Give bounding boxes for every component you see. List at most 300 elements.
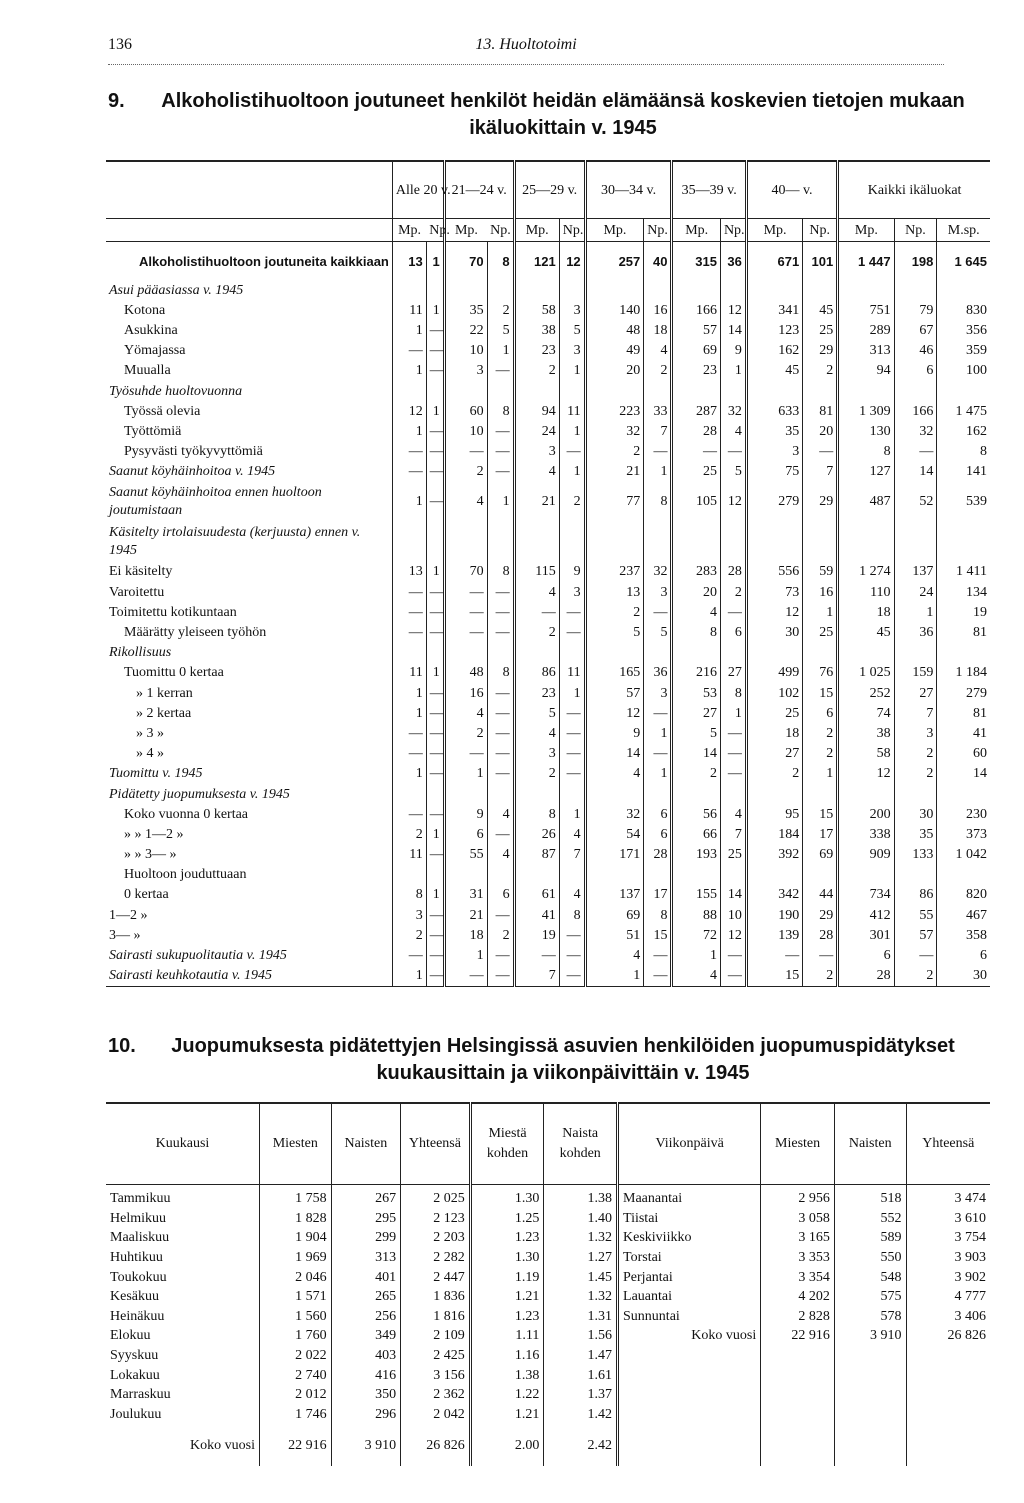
data-cell: 28 <box>644 845 672 865</box>
data-cell: 102 <box>746 683 802 703</box>
data-cell: 4 <box>514 462 559 482</box>
data-cell: 25 <box>803 622 838 642</box>
data-cell: — <box>644 966 672 987</box>
weekday-men-cell: 4 202 <box>761 1287 835 1307</box>
data-cell: 58 <box>514 300 559 320</box>
data-cell: 8 <box>487 562 514 582</box>
data-cell: 12 <box>585 703 644 723</box>
data-cell: 1 <box>426 242 444 281</box>
data-cell: 1 <box>894 602 937 622</box>
data-cell: 8 <box>487 663 514 683</box>
data-cell: 28 <box>672 421 720 441</box>
per-woman-cell: 1.42 <box>544 1405 618 1425</box>
data-cell: 216 <box>672 663 720 683</box>
data-cell: — <box>392 945 426 965</box>
data-cell: 1 <box>444 764 487 784</box>
data-cell: 3 <box>514 744 559 764</box>
data-cell: 1 <box>444 945 487 965</box>
data-cell: 3 <box>559 341 585 361</box>
weekday-name: Maanantai <box>618 1185 761 1209</box>
data-cell <box>746 643 802 663</box>
table9-row <box>106 421 990 441</box>
data-cell: — <box>426 421 444 441</box>
data-cell <box>937 280 990 300</box>
row-label: Kotona <box>124 302 166 318</box>
data-cell: 165 <box>585 663 644 683</box>
empty-cell <box>618 1424 761 1466</box>
data-cell: 4 <box>720 421 746 441</box>
data-cell <box>803 784 838 804</box>
table9-row <box>106 361 990 381</box>
month-name: Joulukuu <box>110 1406 162 1422</box>
data-cell: 95 <box>746 804 802 824</box>
data-cell: 5 <box>644 622 672 642</box>
total-cell: 2 362 <box>401 1385 471 1405</box>
month-name: Huhtikuu <box>110 1250 163 1266</box>
data-cell: 16 <box>444 683 487 703</box>
weekday-header: Viikonpäivä <box>618 1103 761 1185</box>
data-cell: — <box>444 744 487 764</box>
data-cell: 15 <box>803 804 838 824</box>
data-cell <box>937 381 990 401</box>
empty-cell <box>618 1365 761 1385</box>
data-cell: 25 <box>746 703 802 723</box>
np-header: Np. <box>426 219 444 242</box>
per-man-cell: 1.25 <box>470 1209 544 1229</box>
data-cell: 35 <box>444 300 487 320</box>
data-cell: — <box>444 966 487 987</box>
data-cell: 11 <box>559 663 585 683</box>
per-man-cell: 1.21 <box>470 1287 544 1307</box>
data-cell: 2 <box>803 744 838 764</box>
women-cell: 349 <box>331 1326 401 1346</box>
data-cell: 14 <box>894 462 937 482</box>
data-cell: 81 <box>937 703 990 723</box>
empty-cell <box>834 1365 906 1385</box>
data-cell: 2 <box>672 764 720 784</box>
data-cell: 159 <box>894 663 937 683</box>
data-cell: 3 <box>644 683 672 703</box>
data-cell: 15 <box>803 683 838 703</box>
chapter-title: 13. Huoltotoimi <box>475 36 577 53</box>
month-total-per-woman: 2.42 <box>544 1424 618 1466</box>
data-cell: 338 <box>838 824 894 844</box>
data-cell: — <box>426 683 444 703</box>
data-cell: 45 <box>803 300 838 320</box>
data-cell: 8 <box>644 482 672 522</box>
data-cell: 2 <box>894 764 937 784</box>
data-cell: 18 <box>644 320 672 340</box>
data-cell: — <box>720 966 746 987</box>
data-cell: 734 <box>838 885 894 905</box>
data-cell <box>720 865 746 885</box>
table9-row <box>106 744 990 764</box>
data-cell: 1 <box>392 966 426 987</box>
table9-row <box>106 945 990 965</box>
data-cell: 3 <box>514 442 559 462</box>
data-cell: 342 <box>746 885 802 905</box>
data-cell: 19 <box>514 925 559 945</box>
table10-row <box>106 1326 990 1346</box>
data-cell: 57 <box>894 925 937 945</box>
month-total-men: 22 916 <box>259 1424 331 1466</box>
data-cell <box>514 865 559 885</box>
table9-subcorner <box>106 219 392 242</box>
data-cell: — <box>487 945 514 965</box>
table10-title-line2: kuukausittain ja viikonpäivittäin v. 1945 <box>376 1062 750 1084</box>
data-cell: 74 <box>838 703 894 723</box>
data-cell: 1 <box>585 966 644 987</box>
data-cell: 358 <box>937 925 990 945</box>
row-label: » 4 » <box>136 746 164 762</box>
data-cell: — <box>426 945 444 965</box>
data-cell: 9 <box>585 723 644 743</box>
data-cell: 162 <box>746 341 802 361</box>
data-cell: — <box>487 764 514 784</box>
data-cell: 137 <box>894 562 937 582</box>
data-cell: — <box>487 421 514 441</box>
weekday-women-cell: 548 <box>834 1267 906 1287</box>
table9-row <box>106 905 990 925</box>
data-cell: 6 <box>444 824 487 844</box>
data-cell: 40 <box>644 242 672 281</box>
weekday-name: Perjantai <box>618 1267 761 1287</box>
empty-cell <box>834 1405 906 1425</box>
data-cell: 198 <box>894 242 937 281</box>
table9-row <box>106 703 990 723</box>
data-cell: 27 <box>720 663 746 683</box>
month-name: Marraskuu <box>110 1387 171 1403</box>
data-cell: 830 <box>937 300 990 320</box>
mp-header: Mp. <box>746 219 802 242</box>
data-cell: 2 <box>585 602 644 622</box>
data-cell: 184 <box>746 824 802 844</box>
data-cell: 28 <box>720 562 746 582</box>
data-cell <box>444 643 487 663</box>
row-label: Huoltoon jouduttuaan <box>124 867 247 883</box>
data-cell: 7 <box>720 824 746 844</box>
data-cell <box>514 522 559 562</box>
weekday-total-cell: 3 610 <box>906 1209 990 1229</box>
data-cell: — <box>426 723 444 743</box>
per-man-cell: 1.16 <box>470 1346 544 1366</box>
data-cell: — <box>644 703 672 723</box>
table9-row <box>106 442 990 462</box>
data-cell: 46 <box>894 341 937 361</box>
data-cell: 140 <box>585 300 644 320</box>
data-cell: 59 <box>803 562 838 582</box>
data-cell: — <box>487 602 514 622</box>
data-cell: 1 <box>559 804 585 824</box>
data-cell: 2 <box>444 462 487 482</box>
data-cell: 16 <box>803 582 838 602</box>
total-cell: 2 042 <box>401 1405 471 1425</box>
data-cell: 487 <box>838 482 894 522</box>
weekday-name: Tiistai <box>618 1209 761 1229</box>
data-cell <box>672 784 720 804</box>
data-cell <box>803 643 838 663</box>
data-cell <box>838 865 894 885</box>
data-cell: — <box>559 744 585 764</box>
data-cell: — <box>487 703 514 723</box>
data-cell: 127 <box>838 462 894 482</box>
table9-row <box>106 824 990 844</box>
np-header: Np. <box>894 219 937 242</box>
data-cell <box>585 643 644 663</box>
data-cell: 15 <box>746 966 802 987</box>
weekday-women-cell: 552 <box>834 1209 906 1229</box>
empty-cell <box>834 1385 906 1405</box>
table10-row <box>106 1307 990 1327</box>
per-man-cell: 1.23 <box>470 1307 544 1327</box>
data-cell: 35 <box>894 824 937 844</box>
data-cell: 10 <box>720 905 746 925</box>
month-name: Elokuu <box>110 1328 151 1344</box>
data-cell: 1 <box>426 663 444 683</box>
empty-cell <box>761 1385 835 1405</box>
data-cell: 4 <box>585 764 644 784</box>
data-cell: 36 <box>644 663 672 683</box>
row-label: » 2 kertaa <box>136 705 192 721</box>
data-cell <box>803 522 838 562</box>
weekday-total-cell: 3 474 <box>906 1185 990 1209</box>
data-cell: — <box>894 442 937 462</box>
per-woman-cell: 1.37 <box>544 1385 618 1405</box>
data-cell: 1 <box>559 462 585 482</box>
month-name: Maaliskuu <box>110 1230 170 1246</box>
table10-row <box>106 1267 990 1287</box>
data-cell: 223 <box>585 401 644 421</box>
np-header: Np. <box>644 219 672 242</box>
per-man-cell: 1.23 <box>470 1228 544 1248</box>
data-cell: 25 <box>720 845 746 865</box>
weekday-total-cell: 3 903 <box>906 1248 990 1268</box>
empty-cell <box>906 1405 990 1425</box>
per-woman-cell: 1.40 <box>544 1209 618 1229</box>
data-cell: 45 <box>746 361 802 381</box>
data-cell: 2 <box>392 925 426 945</box>
data-cell: — <box>426 622 444 642</box>
data-cell: 61 <box>514 885 559 905</box>
data-cell: 2 <box>487 300 514 320</box>
data-cell: 1 <box>644 462 672 482</box>
data-cell: 3 <box>894 723 937 743</box>
row-label: Sairasti keuhkotautia v. 1945 <box>106 966 392 987</box>
data-cell: 6 <box>644 824 672 844</box>
data-cell <box>426 522 444 562</box>
data-cell: 12 <box>392 401 426 421</box>
row-label: Koko vuonna 0 kertaa <box>124 806 249 822</box>
data-cell: 2 <box>720 582 746 602</box>
data-cell: 5 <box>672 723 720 743</box>
data-cell: 22 <box>444 320 487 340</box>
data-cell: 166 <box>894 401 937 421</box>
table10 <box>106 1102 990 1466</box>
weekday-men-cell: 3 165 <box>761 1228 835 1248</box>
month-name: Tammikuu <box>110 1191 171 1207</box>
data-cell: 86 <box>514 663 559 683</box>
mp-header: Mp. <box>514 219 559 242</box>
data-cell: — <box>444 582 487 602</box>
weekday-women-cell: 550 <box>834 1248 906 1268</box>
data-cell: 6 <box>720 622 746 642</box>
data-cell: 41 <box>514 905 559 925</box>
row-label: Työsuhde huoltovuonna <box>109 383 243 399</box>
data-cell: 1 <box>644 723 672 743</box>
data-cell: 75 <box>746 462 802 482</box>
women-cell: 267 <box>331 1185 401 1209</box>
data-cell: 2 <box>803 966 838 987</box>
total-cell: 2 203 <box>401 1228 471 1248</box>
men-cell: 1 760 <box>259 1326 331 1346</box>
data-cell: — <box>426 462 444 482</box>
data-cell: 166 <box>672 300 720 320</box>
row-label: » » 1—2 » <box>124 826 184 842</box>
data-cell: — <box>392 602 426 622</box>
data-cell: 412 <box>838 905 894 925</box>
data-cell: 48 <box>444 663 487 683</box>
data-cell <box>392 784 426 804</box>
header-rule <box>108 64 944 65</box>
row-label: Käsitelty irtolaisuudesta (kerjuusta) ennen v. 1945 <box>109 524 361 558</box>
table9-title <box>108 88 988 142</box>
data-cell: 133 <box>894 845 937 865</box>
data-cell <box>672 865 720 885</box>
data-cell: 35 <box>746 421 802 441</box>
table9-row <box>106 401 990 421</box>
data-cell: — <box>426 966 444 987</box>
row-label: » 1 kerran <box>136 685 193 701</box>
data-cell: 41 <box>937 723 990 743</box>
data-cell: 17 <box>803 824 838 844</box>
data-cell: — <box>426 804 444 824</box>
per-man-header: Miestä kohden <box>470 1103 544 1185</box>
row-label: Asukkina <box>124 322 178 338</box>
data-cell <box>838 643 894 663</box>
data-cell <box>937 643 990 663</box>
data-cell: — <box>720 442 746 462</box>
data-cell: 110 <box>838 582 894 602</box>
month-name: Kesäkuu <box>110 1289 159 1305</box>
table9-row <box>106 784 990 804</box>
women-cell: 296 <box>331 1405 401 1425</box>
data-cell: 69 <box>672 341 720 361</box>
data-cell: — <box>672 442 720 462</box>
data-cell: — <box>644 744 672 764</box>
data-cell: 230 <box>937 804 990 824</box>
data-cell: 1 042 <box>937 845 990 865</box>
weekday-name: Sunnuntai <box>618 1307 761 1327</box>
data-cell: 1 274 <box>838 562 894 582</box>
data-cell: 237 <box>585 562 644 582</box>
weekday-women-cell: 589 <box>834 1228 906 1248</box>
data-cell: 29 <box>803 905 838 925</box>
data-cell: 1 <box>426 885 444 905</box>
data-cell: 8 <box>487 401 514 421</box>
month-name: Syyskuu <box>110 1348 159 1364</box>
data-cell <box>392 381 426 401</box>
data-cell: 32 <box>894 421 937 441</box>
per-woman-header: Naista kohden <box>544 1103 618 1185</box>
age-col-header: 30—34 v. <box>585 161 672 219</box>
data-cell: 13 <box>585 582 644 602</box>
data-cell: — <box>392 582 426 602</box>
per-woman-cell: 1.61 <box>544 1365 618 1385</box>
per-woman-cell: 1.47 <box>544 1346 618 1366</box>
data-cell: 49 <box>585 341 644 361</box>
men-cell: 1 746 <box>259 1405 331 1425</box>
month-name: Heinäkuu <box>110 1308 165 1324</box>
data-cell: 76 <box>803 663 838 683</box>
running-header <box>108 36 944 60</box>
weekday-total-total: 26 826 <box>906 1326 990 1346</box>
data-cell: 60 <box>937 744 990 764</box>
data-cell <box>426 381 444 401</box>
women-header: Naisten <box>331 1103 401 1185</box>
data-cell: 69 <box>803 845 838 865</box>
data-cell: 2 <box>746 764 802 784</box>
data-cell: 6 <box>644 804 672 824</box>
data-cell: 12 <box>746 602 802 622</box>
data-cell: 1 <box>672 945 720 965</box>
row-label: Asui pääasiassa v. 1945 <box>109 282 244 298</box>
table10-row <box>106 1248 990 1268</box>
month-name: Helmikuu <box>110 1210 166 1226</box>
data-cell: 1 309 <box>838 401 894 421</box>
total-cell: 2 282 <box>401 1248 471 1268</box>
row-label: Saanut köyhäinhoitoa ennen huoltoon joutumistaan <box>109 484 322 518</box>
data-cell: 44 <box>803 885 838 905</box>
data-cell: — <box>426 442 444 462</box>
month-total-label: Koko vuosi <box>190 1437 255 1453</box>
data-cell: 4 <box>585 945 644 965</box>
men-cell: 2 022 <box>259 1346 331 1366</box>
total-cell: 3 156 <box>401 1365 471 1385</box>
weekday-total-women: 3 910 <box>834 1326 906 1346</box>
data-cell: 12 <box>720 925 746 945</box>
data-cell: 14 <box>585 744 644 764</box>
data-cell: 1 <box>426 401 444 421</box>
data-cell: 2 <box>585 442 644 462</box>
weekday-total-men: 22 916 <box>761 1326 835 1346</box>
data-cell <box>644 381 672 401</box>
data-cell <box>514 643 559 663</box>
data-cell: 24 <box>894 582 937 602</box>
data-cell: 751 <box>838 300 894 320</box>
data-cell: — <box>487 622 514 642</box>
women-cell: 401 <box>331 1267 401 1287</box>
data-cell <box>392 280 426 300</box>
per-woman-cell: 1.32 <box>544 1287 618 1307</box>
per-man-cell: 1.38 <box>470 1365 544 1385</box>
data-cell: 32 <box>585 804 644 824</box>
table9-title-line1: Alkoholistihuoltoon joutuneet henkilöt heidän elämäänsä koskevien tietojen mukaan <box>161 90 965 112</box>
data-cell: 1 184 <box>937 663 990 683</box>
data-cell: — <box>644 945 672 965</box>
data-cell: 2 <box>803 361 838 381</box>
per-man-cell: 1.30 <box>470 1248 544 1268</box>
data-cell: 252 <box>838 683 894 703</box>
data-cell <box>937 522 990 562</box>
data-cell: 69 <box>585 905 644 925</box>
weekday-men-cell: 2 956 <box>761 1185 835 1209</box>
data-cell: 4 <box>444 703 487 723</box>
data-cell: — <box>426 925 444 945</box>
data-cell: 1 <box>392 764 426 784</box>
month-total-total: 26 826 <box>401 1424 471 1466</box>
data-cell: — <box>392 442 426 462</box>
table9-title-line2: ikäluokittain v. 1945 <box>469 117 657 139</box>
